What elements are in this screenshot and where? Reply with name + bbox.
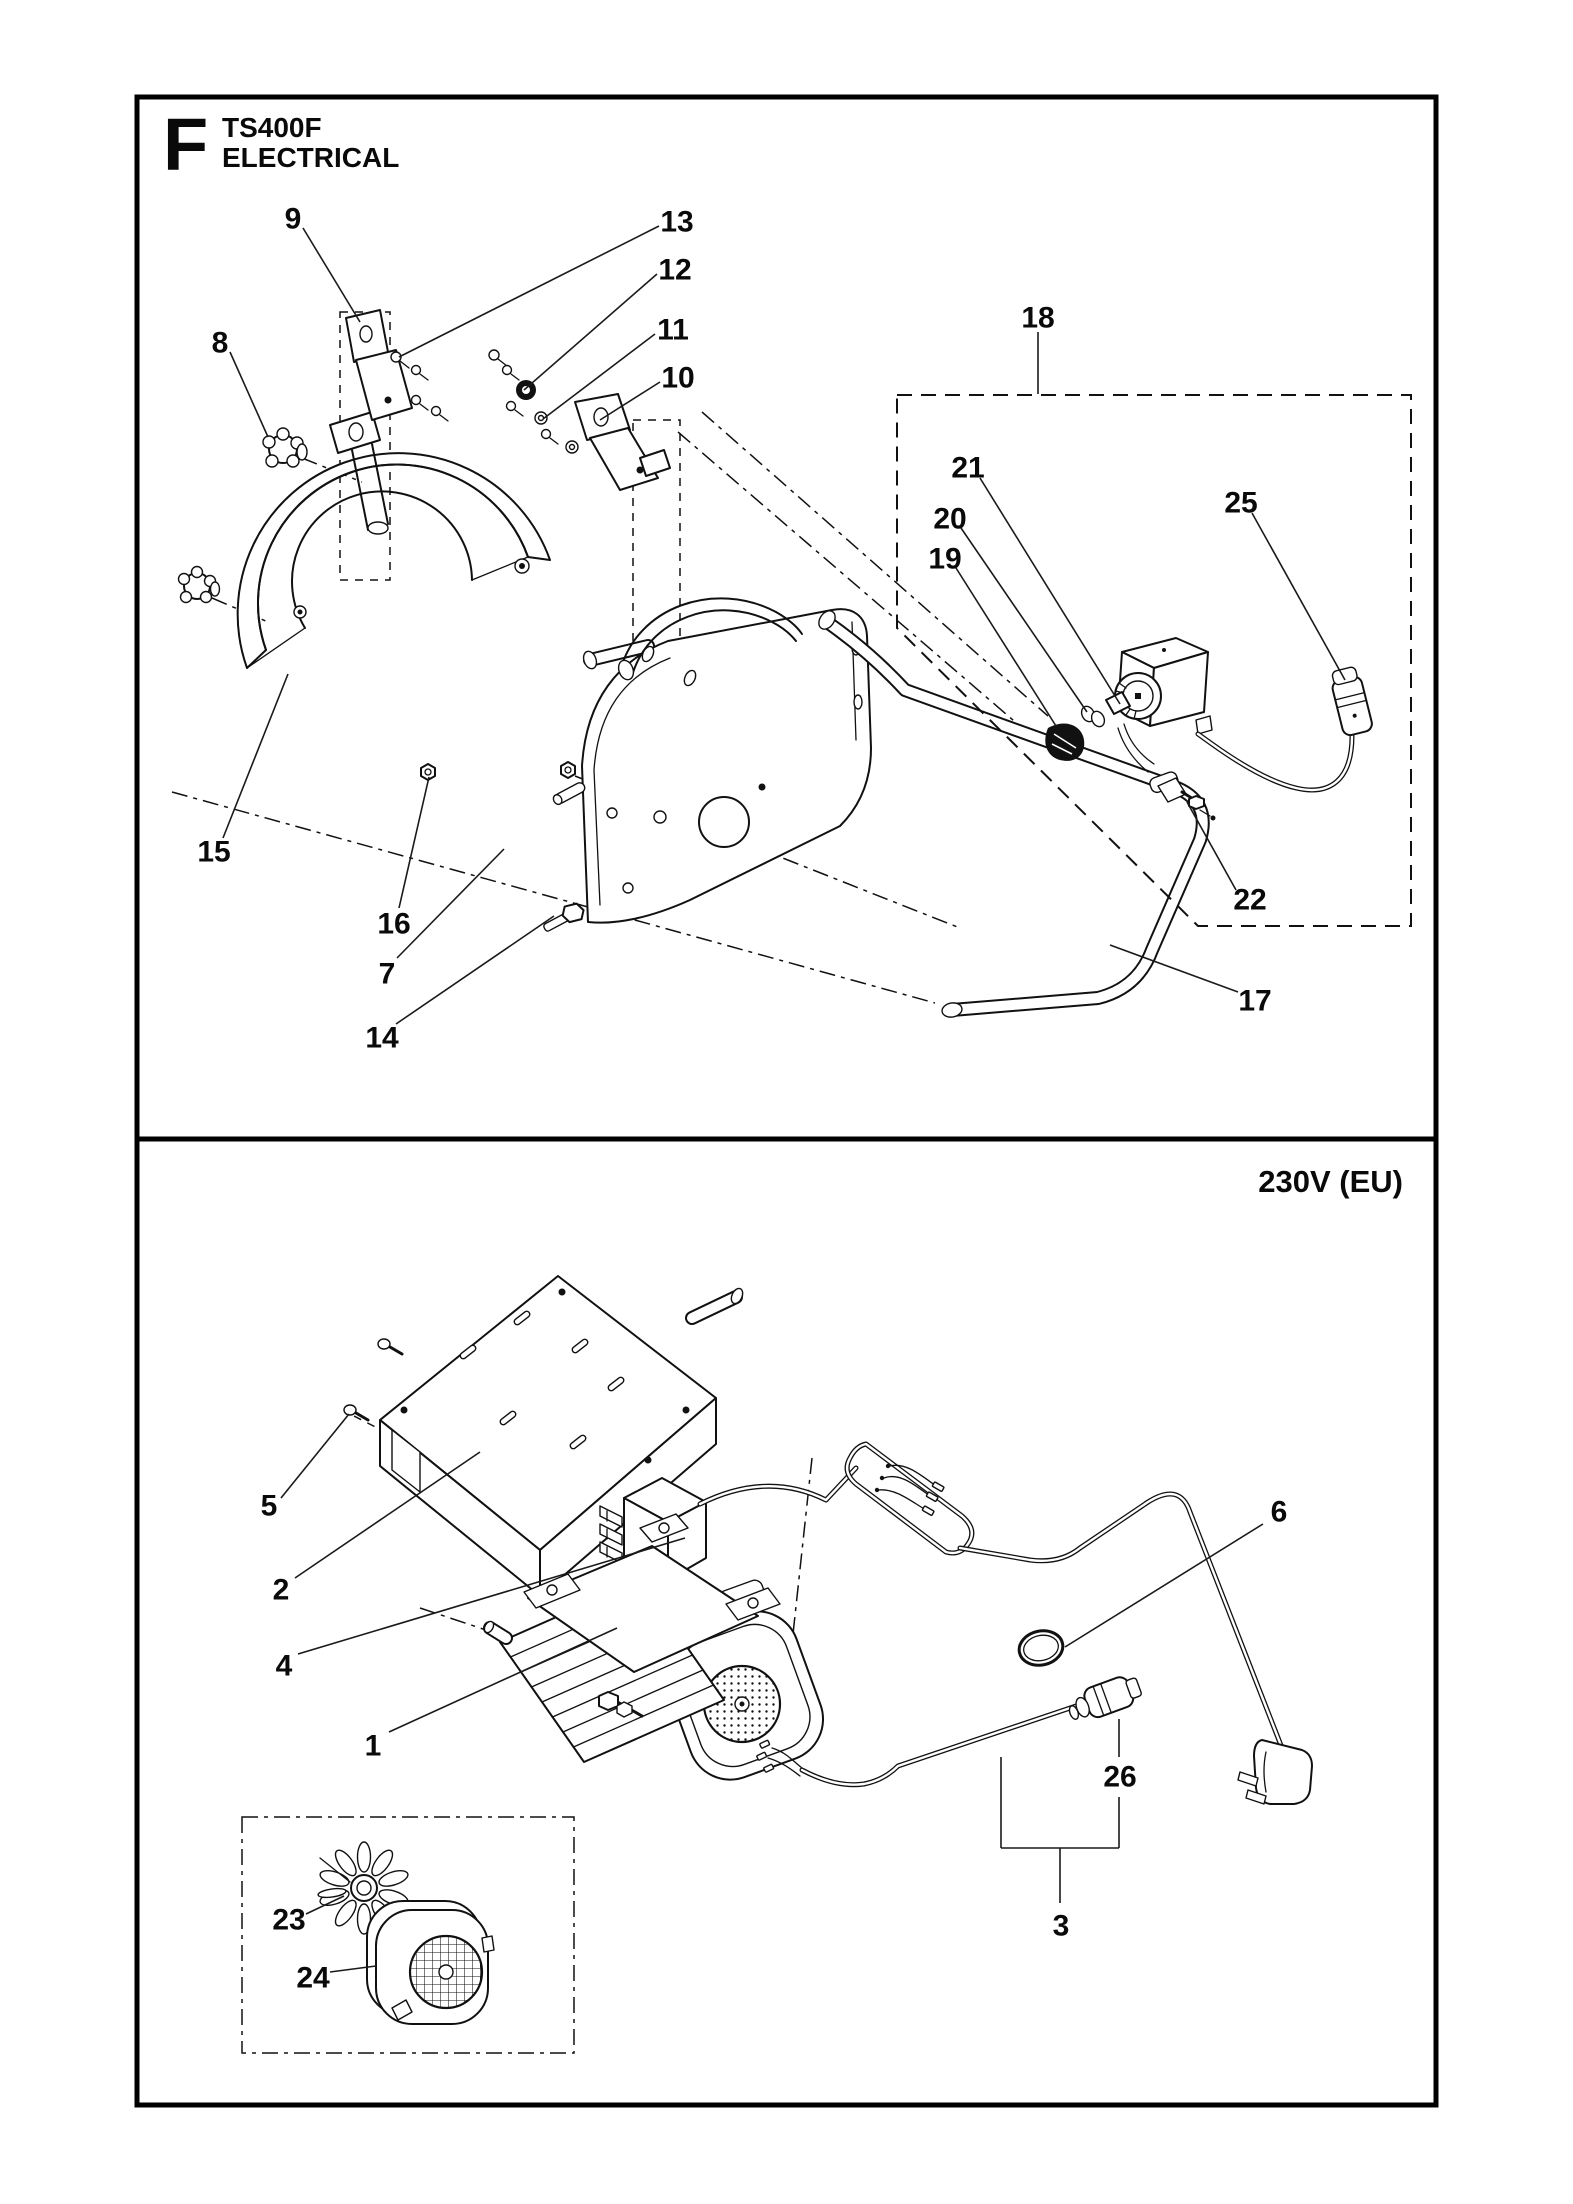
- wire-harness: [847, 1444, 972, 1553]
- callout-leader-15: [223, 674, 288, 838]
- callout-leader-14: [396, 916, 554, 1024]
- voltage-label: 230V (EU): [1258, 1164, 1403, 1199]
- cable-clamp-22: [1148, 770, 1215, 820]
- callout-label-5: 5: [260, 1489, 278, 1523]
- section-letter: F: [163, 103, 209, 186]
- bottom-panel-drawing: [242, 1276, 1312, 2053]
- callout-label-9: 9: [284, 202, 302, 236]
- callout-label-3: 3: [1052, 1909, 1070, 1943]
- callout-label-1: 1: [364, 1729, 382, 1763]
- switch-boot-19: [1045, 724, 1084, 761]
- callout-label-21: 21: [951, 451, 985, 485]
- guard-knob-lower: [179, 567, 220, 603]
- callout-leader-21: [980, 478, 1120, 704]
- power-plug: [1238, 1740, 1312, 1804]
- callout-label-25: 25: [1224, 486, 1258, 520]
- callout-label-20: 20: [933, 502, 967, 536]
- callout-leader-19: [956, 568, 1056, 726]
- connector-26: [1064, 1672, 1144, 1726]
- callout-label-26: 26: [1103, 1760, 1137, 1794]
- callout-label-15: 15: [197, 835, 231, 869]
- callout-leader-16: [399, 777, 429, 908]
- model-label: TS400F: [222, 112, 322, 143]
- callout-label-19: 19: [928, 542, 962, 576]
- plate-screws-5: [344, 1339, 402, 1420]
- callout-label-7: 7: [378, 957, 396, 991]
- callout-label-16: 16: [377, 907, 411, 941]
- callout-label-22: 22: [1233, 883, 1267, 917]
- callout-label-17: 17: [1238, 984, 1272, 1018]
- callout-leader-9: [303, 228, 360, 322]
- callout-label-10: 10: [661, 361, 695, 395]
- o-ring-6: [1016, 1627, 1066, 1669]
- guard-knob-upper: [263, 428, 307, 467]
- callout-label-6: 6: [1270, 1495, 1288, 1529]
- callout-label-2: 2: [272, 1573, 290, 1607]
- fan-cover-24: [367, 1901, 494, 2024]
- callout-label-14: 14: [365, 1021, 399, 1055]
- callout-leader-13: [399, 226, 659, 357]
- dowel-pin: [552, 781, 587, 806]
- top-panel-drawing: [172, 310, 1411, 1019]
- pivot-bracket-9: [346, 310, 412, 420]
- callout-leader-5: [281, 1414, 349, 1498]
- mount-bracket-10: [575, 394, 670, 490]
- callout-label-8: 8: [211, 326, 229, 360]
- callout-label-23: 23: [272, 1903, 306, 1937]
- screws-right-cluster: [489, 350, 578, 453]
- section-title: ELECTRICAL: [222, 142, 400, 173]
- callout-leader-7: [397, 849, 504, 958]
- callout-leader-25: [1252, 513, 1345, 680]
- flange-nut-16: [421, 764, 435, 780]
- connector-25: [1328, 665, 1373, 736]
- callout-label-4: 4: [275, 1649, 293, 1683]
- section-header: [163, 103, 399, 186]
- callout-label-18: 18: [1021, 301, 1055, 335]
- callout-label-24: 24: [296, 1961, 330, 1995]
- callout-leader-8: [230, 352, 268, 437]
- switch-cable: [1198, 734, 1352, 790]
- callout-leader-12: [524, 274, 657, 390]
- page-frame: [137, 97, 1436, 2105]
- flange-nut-small: [561, 762, 575, 778]
- callout-label-12: 12: [658, 253, 692, 287]
- callout-label-13: 13: [660, 205, 694, 239]
- callout-label-11: 11: [657, 313, 689, 347]
- motor-shaft-stub: [483, 1620, 506, 1638]
